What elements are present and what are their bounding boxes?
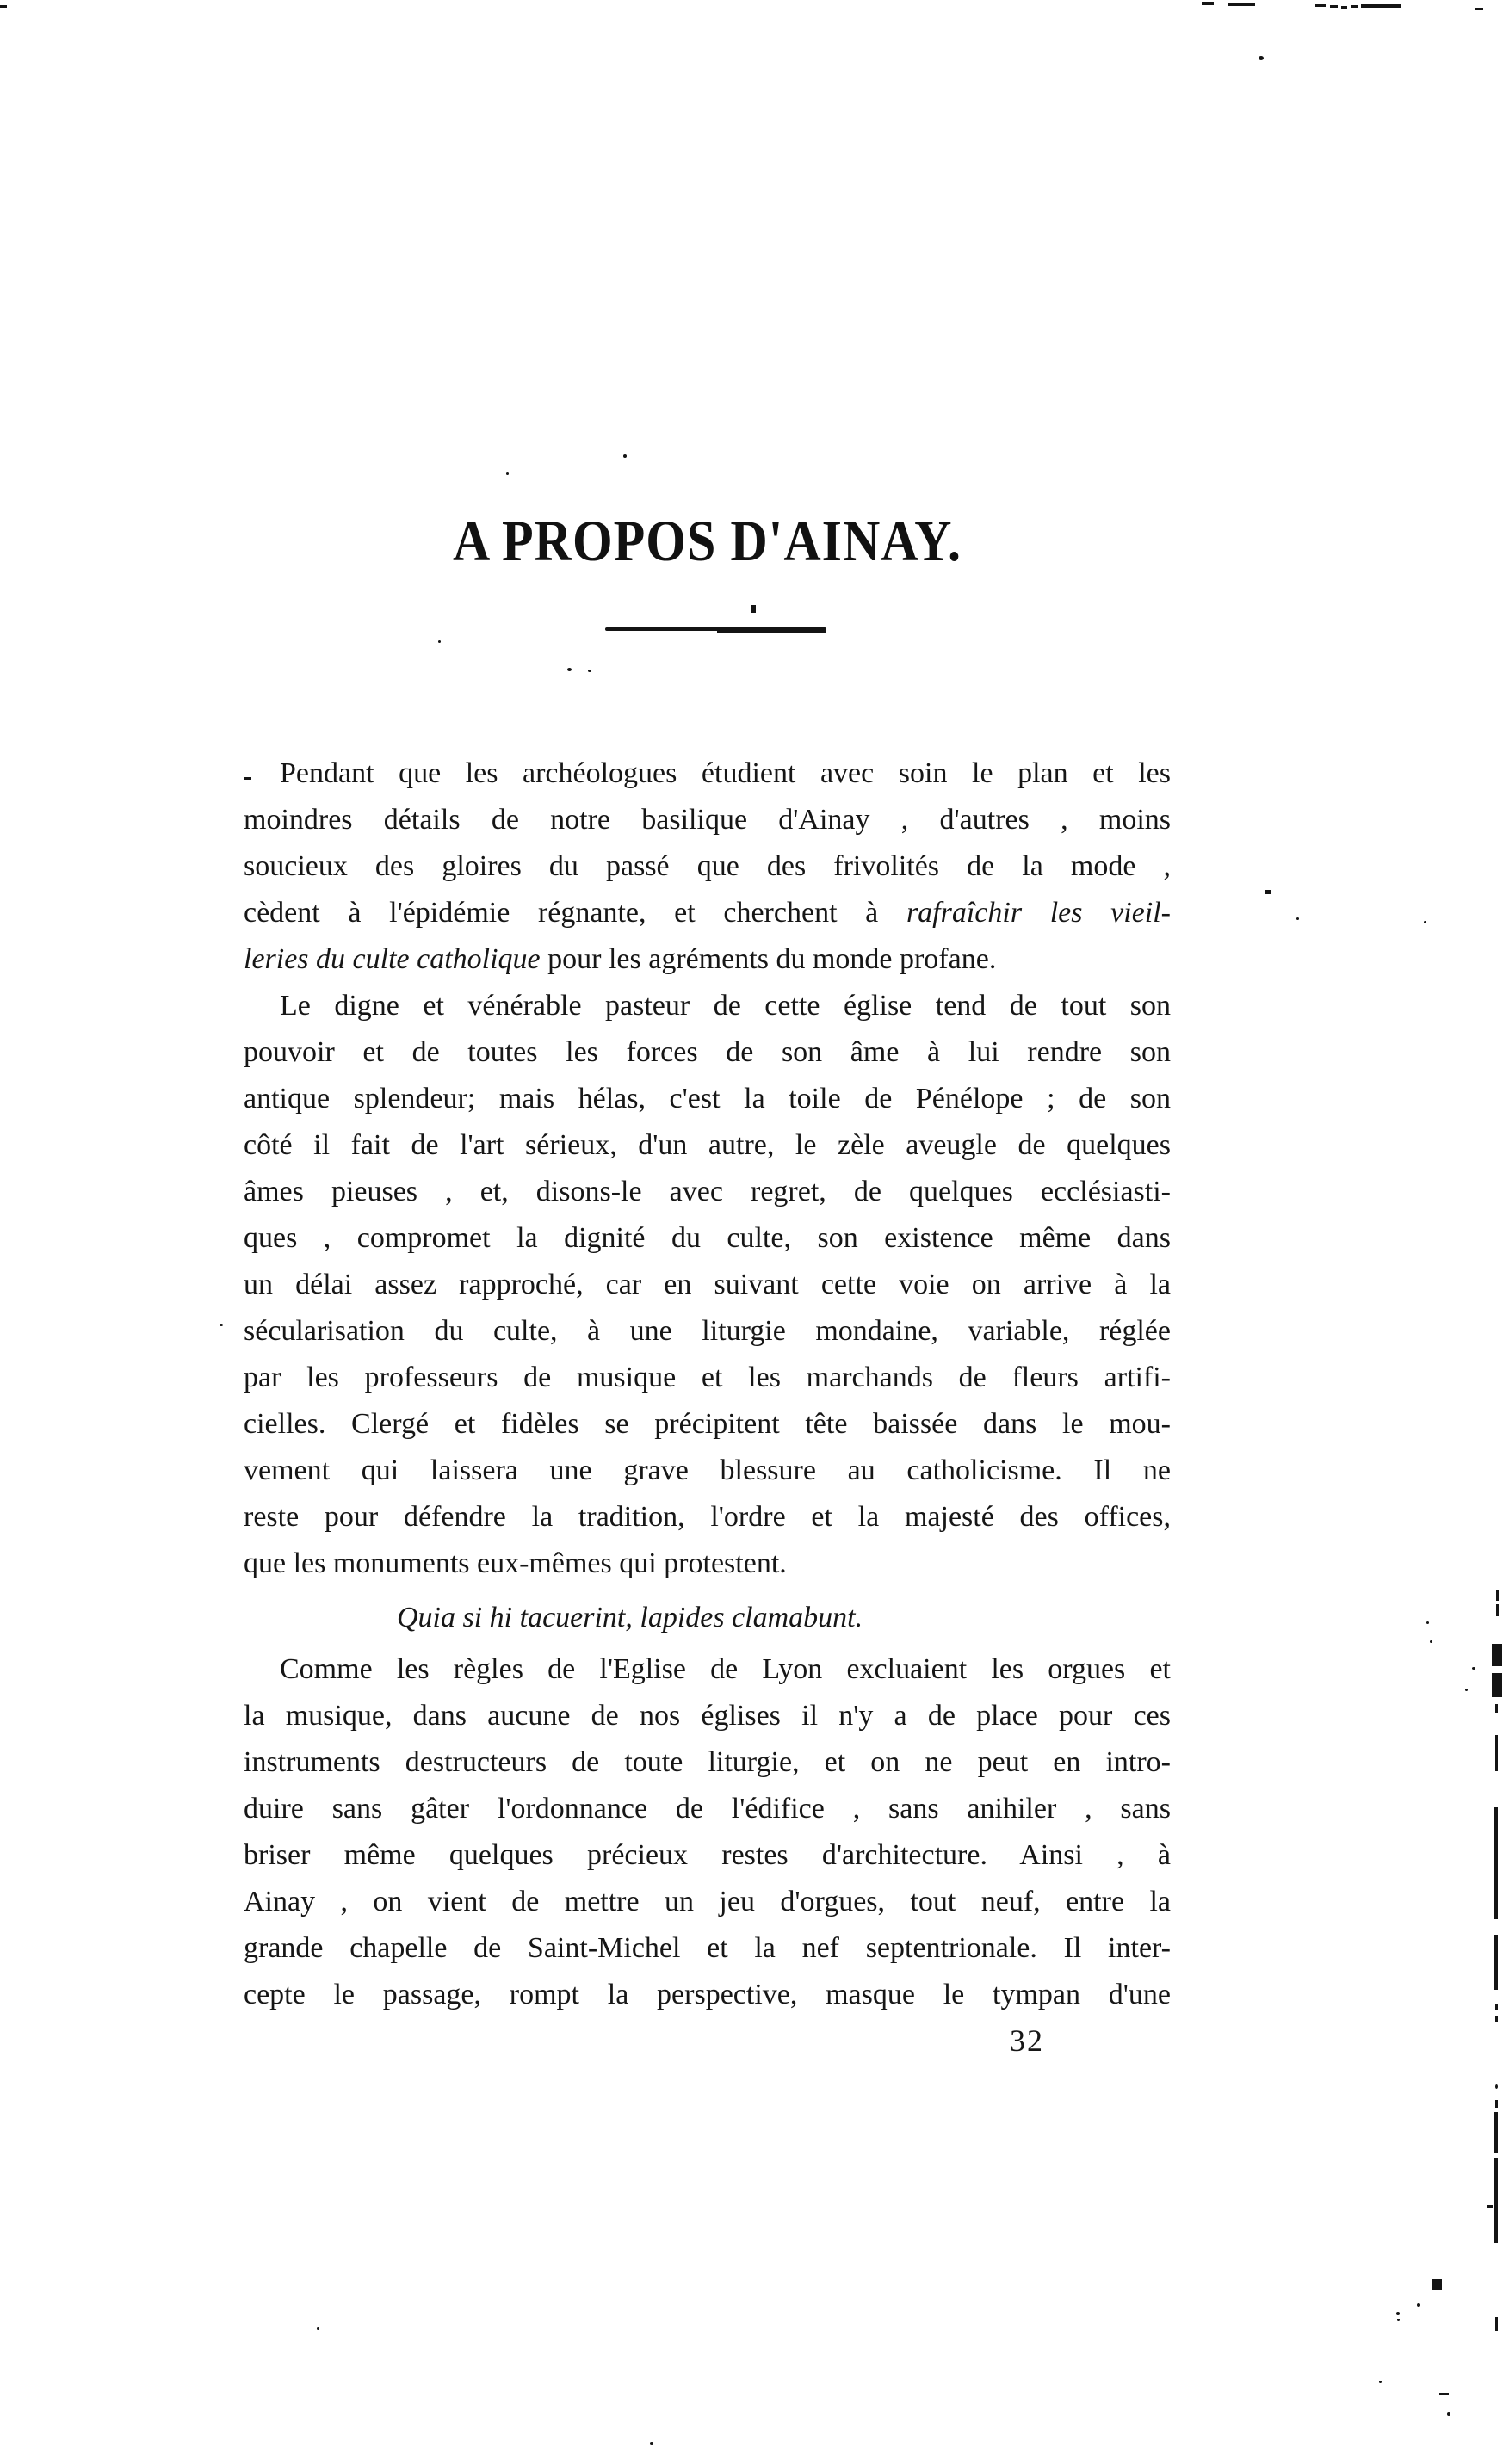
scan-artifact [1465, 1689, 1468, 1691]
scan-artifact [1472, 1667, 1475, 1670]
text-segment: moindres détails de notre basilique d'Ainay , d'autres , moins [244, 804, 1171, 836]
scan-artifact [1492, 1644, 1502, 1666]
scan-artifact [1447, 2412, 1450, 2416]
scan-artifact [1494, 1807, 1498, 1919]
paragraph-para-2 [244, 983, 1171, 1587]
scan-artifact [1315, 4, 1326, 7]
scan-artifact [1475, 8, 1483, 10]
text-segment: Comme les règles de l'Eglise de Lyon excluaient les orgues et [280, 1653, 1171, 1685]
text-line [244, 1262, 1171, 1308]
text-segment: cepte le passage, rompt la perspective, masque le tympan d'une [244, 1979, 1171, 2010]
scan-artifact [650, 2442, 653, 2445]
scan-artifact [1492, 1673, 1502, 1697]
text-segment: vement qui laissera une grave blessure au catholicisme. Il ne [244, 1454, 1171, 1486]
scan-artifact [1426, 1621, 1429, 1624]
scan-artifact [1396, 2312, 1400, 2315]
text-line [244, 843, 1171, 890]
text-line [244, 1786, 1171, 1832]
scan-artifact [1496, 1590, 1499, 1601]
scan-artifact [1495, 1735, 1498, 1771]
scan-artifact [1330, 5, 1338, 8]
text-line [244, 1169, 1171, 1215]
scan-artifact [1495, 1704, 1498, 1713]
scan-artifact [1496, 1604, 1499, 1616]
text-segment: âmes pieuses , et, disons-le avec regret, de quelques ecclésiasti- [244, 1176, 1171, 1207]
text-segment: pour les agréments du monde profane. [540, 943, 997, 975]
text-line [244, 1646, 1171, 1693]
scan-artifact [1417, 2303, 1420, 2307]
text-line [244, 1925, 1171, 1972]
text-segment: Pendant que les archéologues étudient avec soin le plan et les [280, 757, 1171, 789]
scan-artifact [1494, 1935, 1498, 1990]
text-line [244, 1541, 1171, 1587]
text-segment: cielles. Clergé et fidèles se précipitent tête baissée dans le mou- [244, 1408, 1171, 1440]
text-line [244, 1448, 1171, 1494]
text-line [244, 890, 1171, 936]
scan-artifact [1495, 2317, 1498, 2331]
text-segment: côté il fait de l'art sérieux, d'un autre, le zèle aveugle de quelques [244, 1129, 1171, 1161]
text-line [244, 1972, 1171, 2018]
text-segment: cèdent à l'épidémie régnante, et cherchent à [244, 897, 906, 929]
scan-artifact [1432, 2279, 1442, 2290]
text-line [244, 1494, 1171, 1541]
scan-artifact [1259, 56, 1264, 60]
text-segment: pouvoir et de toutes les forces de son âme à lui rendre son [244, 1036, 1171, 1068]
text-segment: que les monuments eux-mêmes qui protestent. [244, 1547, 787, 1579]
scan-artifact [1494, 2112, 1498, 2153]
text-line [244, 1076, 1171, 1122]
text-line [244, 1215, 1171, 1262]
text-segment: la musique, dans aucune de nos églises il n'y a de place pour ces [244, 1700, 1171, 1732]
text-line [244, 1595, 1171, 1641]
scan-artifact [1265, 890, 1271, 894]
text-line [244, 1879, 1171, 1925]
text-line [244, 1308, 1171, 1355]
scan-artifact [1341, 6, 1347, 9]
text-line [244, 1029, 1171, 1076]
scan-artifact [1351, 5, 1358, 8]
scan-artifact [1424, 921, 1426, 923]
italic-text-segment: Quia si hi tacuerint, lapides clamabunt. [397, 1602, 863, 1633]
text-segment: antique splendeur; mais hélas, c'est la toile de Pénélope ; de son [244, 1083, 1171, 1115]
text-segment: reste pour défendre la tradition, l'ordre et la majesté des offices, [244, 1501, 1171, 1533]
text-line [244, 936, 1171, 983]
text-line [244, 1122, 1171, 1169]
scan-artifact [623, 454, 627, 458]
scan-artifact [0, 5, 7, 8]
scan-artifact [1495, 2100, 1498, 2108]
text-line [244, 1401, 1171, 1448]
scan-artifact [1494, 2158, 1498, 2243]
text-segment: ques , compromet la dignité du culte, son existence même dans [244, 1222, 1171, 1254]
text-segment: grande chapelle de Saint-Michel et la nef septentrionale. Il inter- [244, 1932, 1171, 1964]
scan-artifact [438, 640, 441, 643]
text-line [244, 1355, 1171, 1401]
scan-artifact [567, 668, 572, 671]
text-line [244, 797, 1171, 843]
scan-artifact [1495, 2084, 1498, 2089]
text-segment: Le digne et vénérable pasteur de cette église tend de tout son [280, 990, 1171, 1022]
title-rule-divider-overlay [717, 630, 826, 633]
scan-artifact [317, 2327, 319, 2330]
scan-artifact [1202, 2, 1214, 5]
text-line [244, 1693, 1171, 1739]
text-segment: par les professeurs de musique et les marchands de fleurs artifi- [244, 1362, 1171, 1393]
text-segment: soucieux des gloires du passé que des frivolités de la mode , [244, 850, 1171, 882]
scan-artifact [752, 605, 756, 613]
scan-artifact [1228, 3, 1255, 6]
paragraph-quote [244, 1595, 1171, 1641]
paragraph-para-3 [244, 1646, 1171, 2018]
scan-artifact [1397, 2319, 1400, 2321]
text-segment: instruments destructeurs de toute liturgie, et on ne peut en intro- [244, 1746, 1171, 1778]
text-line [244, 983, 1171, 1029]
text-segment: duire sans gâter l'ordonnance de l'édifice , sans anihiler , sans [244, 1793, 1171, 1825]
text-segment: sécularisation du culte, à une liturgie mondaine, variable, réglée [244, 1315, 1171, 1347]
scan-artifact [1296, 917, 1299, 920]
paragraph-para-1 [244, 750, 1171, 983]
scan-artifact [244, 777, 251, 780]
scan-artifact [1439, 2393, 1449, 2395]
scan-artifact [1495, 2016, 1498, 2022]
scan-artifact [1379, 2381, 1382, 2383]
text-line [244, 750, 1171, 797]
scan-artifact [220, 1324, 223, 1326]
italic-text-segment: rafraîchir les vieil- [906, 897, 1171, 929]
scan-artifact [1361, 4, 1401, 8]
italic-text-segment: leries du culte catholique [244, 943, 541, 975]
scan-artifact [1487, 2205, 1493, 2208]
page-number: 32 [1010, 2023, 1044, 2058]
text-block [244, 750, 1171, 2018]
scan-artifact [588, 670, 591, 672]
text-line [244, 1832, 1171, 1879]
text-line [244, 1739, 1171, 1786]
text-segment: Ainay , on vient de mettre un jeu d'orgues, tout neuf, entre la [244, 1886, 1171, 1917]
scan-artifact [1430, 1640, 1432, 1643]
scan-artifact [506, 472, 509, 475]
text-segment: un délai assez rapproché, car en suivant cette voie on arrive à la [244, 1269, 1171, 1300]
page-title: A PROPOS D'AINAY. [452, 509, 962, 573]
scan-artifact [1495, 2004, 1498, 2010]
text-segment: briser même quelques précieux restes d'architecture. Ainsi , à [244, 1839, 1171, 1871]
